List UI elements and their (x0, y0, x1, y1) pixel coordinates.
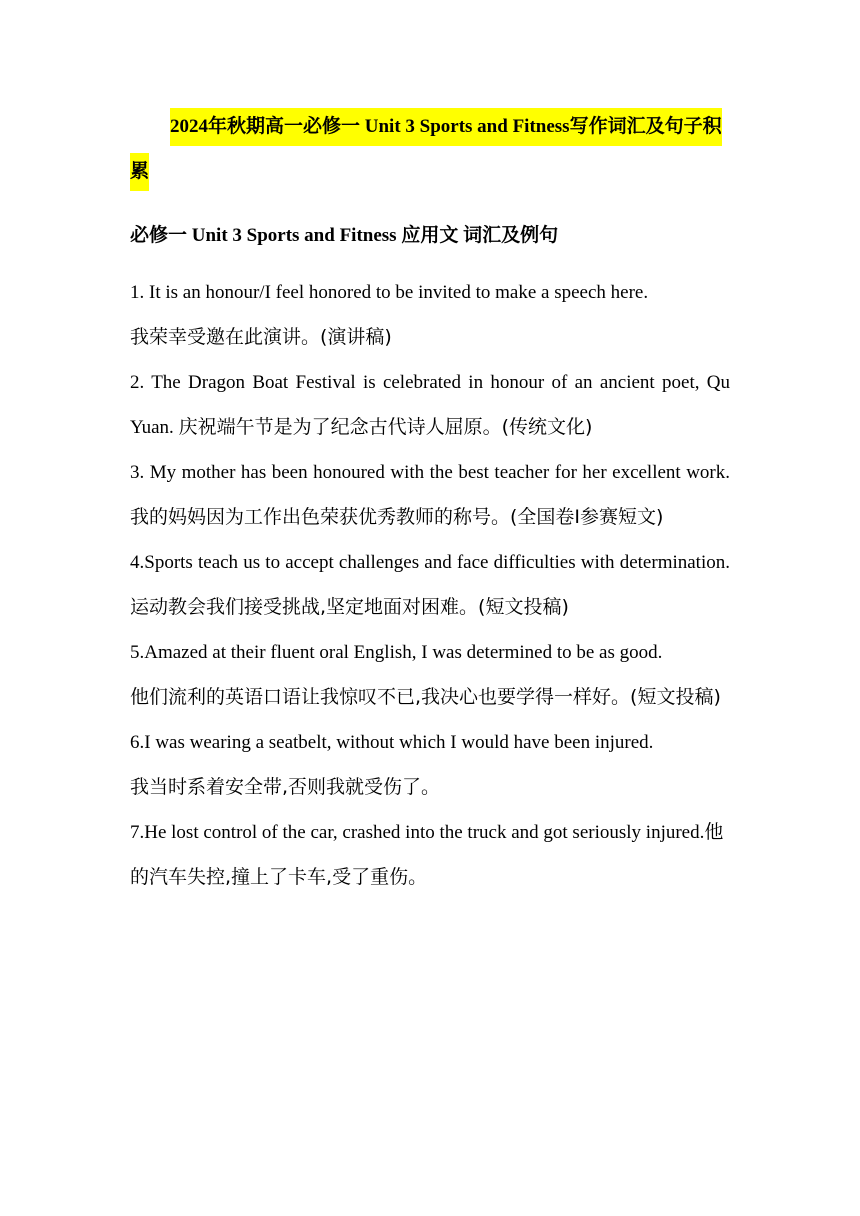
chinese-translation: 运动教会我们接受挑战,坚定地面对困难。(短文投稿) (130, 596, 569, 618)
chinese-translation: 他的汽车失控,撞上了卡车,受了重伤。 (130, 821, 724, 888)
example-sentence-3 (130, 450, 730, 540)
chinese-translation: 我的妈妈因为工作出色荣获优秀教师的称号。(全国卷Ⅰ参赛短文) (130, 506, 664, 528)
document-page (130, 104, 730, 900)
document-title (130, 104, 730, 194)
english-sentence: 7.He lost control of the car, crashed into the truck and got seriously injured. (130, 822, 705, 843)
english-sentence: 1. It is an honour/I feel honored to be invited to make a speech here. (130, 282, 649, 303)
chinese-translation: 他们流利的英语口语让我惊叹不已,我决心也要学得一样好。(短文投稿) (130, 686, 721, 708)
title-highlight: 2024年秋期高一必修一 Unit 3 Sports and Fitness写作词汇及句子积累 (130, 108, 722, 191)
english-sentence: 2. The Dragon Boat Festival is celebrated in honour of an ancient poet, Qu Yuan. (130, 372, 730, 438)
chinese-translation: 我荣幸受邀在此演讲。(演讲稿) (130, 326, 392, 348)
english-sentence: 4.Sports teach us to accept challenges and face difficulties with determination. (130, 552, 730, 573)
english-sentence: 5.Amazed at their fluent oral English, I was determined to be as good. (130, 642, 663, 663)
english-sentence: 3. My mother has been honoured with the best teacher for her excellent work. (130, 462, 730, 483)
example-sentence-4 (130, 540, 730, 630)
english-sentence: 6.I was wearing a seatbelt, without which I would have been injured. (130, 732, 654, 753)
example-sentence-7 (130, 810, 730, 900)
example-sentence-1 (130, 270, 730, 360)
section-subtitle: 必修一 Unit 3 Sports and Fitness 应用文 词汇及例句 (130, 225, 559, 246)
chinese-translation: 庆祝端午节是为了纪念古代诗人屈原。(传统文化) (178, 416, 593, 438)
example-sentence-2 (130, 360, 730, 450)
example-sentence-list (130, 270, 730, 900)
chinese-translation: 我当时系着安全带,否则我就受伤了。 (130, 776, 441, 798)
example-sentence-6 (130, 720, 730, 810)
example-sentence-5 (130, 630, 730, 720)
